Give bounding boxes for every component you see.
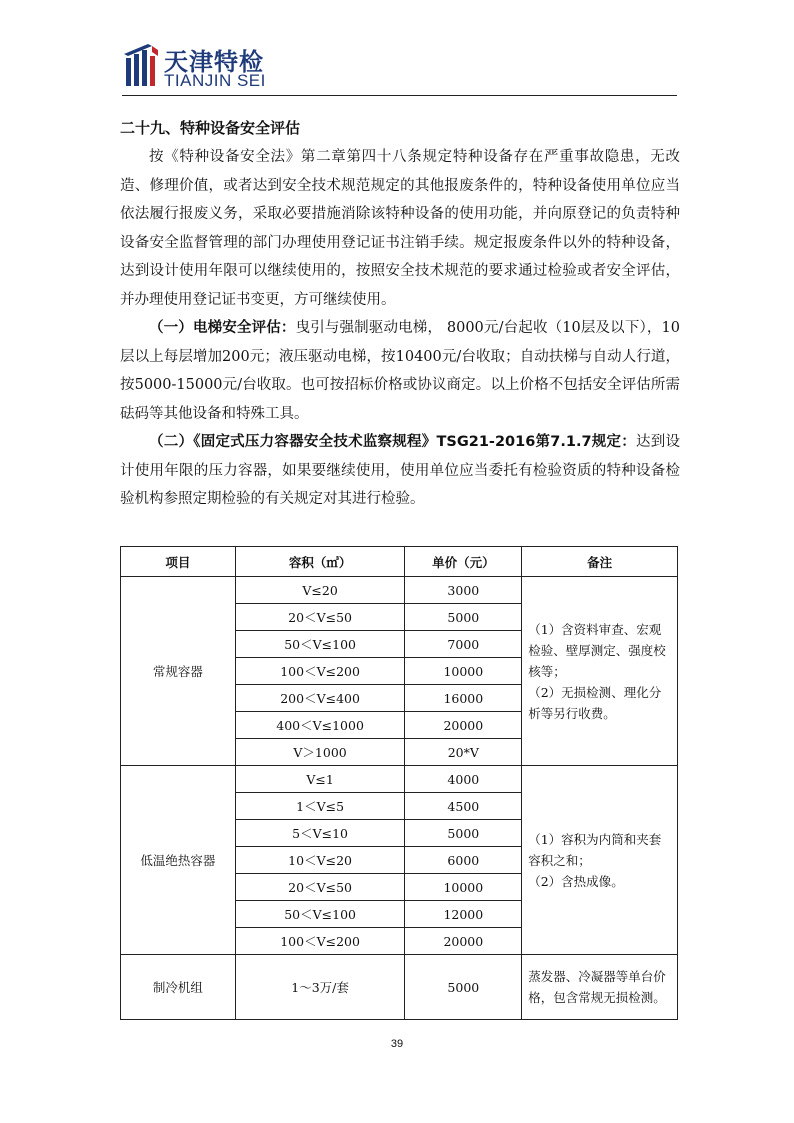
volume-cell: 20＜V≤50 xyxy=(235,874,405,901)
price-cell: 3000 xyxy=(405,577,522,604)
elevator-heading: （一）电梯安全评估： xyxy=(149,320,296,336)
item-cell: 低温绝热容器 xyxy=(121,766,236,955)
header-note: 备注 xyxy=(522,547,678,577)
volume-cell: V≤1 xyxy=(235,766,405,793)
note-cell: （1）容积为内筒和夹套容积之和； （2）含热成像。 xyxy=(522,766,678,955)
volume-cell: V＞1000 xyxy=(235,739,405,766)
price-cell: 5000 xyxy=(405,604,522,631)
price-cell: 20000 xyxy=(405,712,522,739)
price-cell: 20000 xyxy=(405,928,522,955)
price-cell: 20*V xyxy=(405,739,522,766)
paragraph-elevator xyxy=(120,314,680,428)
volume-cell: 1～3万/套 xyxy=(235,955,405,1020)
document-body xyxy=(120,113,680,514)
page-number: 39 xyxy=(390,1038,404,1050)
table-body xyxy=(121,577,678,1020)
header-item: 项目 xyxy=(121,547,236,577)
volume-cell: V≤20 xyxy=(235,577,405,604)
volume-cell: 400＜V≤1000 xyxy=(235,712,405,739)
volume-cell: 20＜V≤50 xyxy=(235,604,405,631)
table-row xyxy=(121,955,678,1020)
elevator-text: 曳引与强制驱动电梯， 8000元/台起收（10层及以下），10层以上每层增加200元；液压驱动电梯，按10400元/台收取；自动扶梯与自动人行道，按5000-15000元/台收取。也可按招标价格或协议商定。以上价格不包括安全评估所需砝码等其他设备和特殊工具。 xyxy=(120,320,681,422)
volume-cell: 1＜V≤5 xyxy=(235,793,405,820)
pressure-vessel-text: 达到设计使用年限的压力容器，如果要继续使用，使用单位应当委托有检验资质的特种设备检验机构参照定期检验的有关规定对其进行检验。 xyxy=(120,434,680,507)
volume-cell: 100＜V≤200 xyxy=(235,928,405,955)
price-cell: 4500 xyxy=(405,793,522,820)
note-cell: 蒸发器、冷凝器等单台价格，包含常规无损检测。 xyxy=(522,955,678,1020)
table-row xyxy=(121,766,678,793)
volume-cell: 200＜V≤400 xyxy=(235,685,405,712)
price-cell: 10000 xyxy=(405,874,522,901)
fee-table xyxy=(120,546,678,1020)
item-cell: 常规容器 xyxy=(121,577,236,766)
price-cell: 4000 xyxy=(405,766,522,793)
header-volume: 容积（㎥） xyxy=(235,547,405,577)
pressure-vessel-heading: （二）《固定式压力容器安全技术监察规程》TSG21-2016第7.1.7规定： xyxy=(149,434,637,450)
table-header-row xyxy=(121,547,678,577)
price-cell: 5000 xyxy=(405,820,522,847)
paragraph-pressure-vessel xyxy=(120,428,680,514)
paragraph-intro: 按《特种设备安全法》第二章第四十八条规定特种设备存在严重事故隐患，无改造、修理价值，或者达到安全技术规范规定的其他报废条件的，特种设备使用单位应当依法履行报废义务，采取必要措施消除该特种设备的使用功能，并向原登记的负责特种设备安全监督管理的部门办理使用登记证书注销手续。规定报废条件以外的特种设备，达到设计使用年限可以继续使用的，按照安全技术规范的要求通过检验或者安全评估，并办理使用登记证书变更，方可继续使用。 xyxy=(120,149,680,308)
volume-cell: 50＜V≤100 xyxy=(235,631,405,658)
volume-cell: 10＜V≤20 xyxy=(235,847,405,874)
price-cell: 12000 xyxy=(405,901,522,928)
logo-chinese-name: 天津特检 xyxy=(164,48,264,76)
price-cell: 5000 xyxy=(405,955,522,1020)
table-row xyxy=(121,577,678,604)
company-logo xyxy=(122,40,322,92)
price-cell: 6000 xyxy=(405,847,522,874)
header-divider xyxy=(122,95,677,96)
header-price: 单价（元） xyxy=(405,547,522,577)
logo-english-name: TIANJIN SEI xyxy=(164,71,266,90)
volume-cell: 100＜V≤200 xyxy=(235,658,405,685)
item-cell: 制冷机组 xyxy=(121,955,236,1020)
price-cell: 7000 xyxy=(405,631,522,658)
note-cell: （1）含资料审查、宏观检验、壁厚测定、强度校核等； （2）无损检测、理化分析等另行收费。 xyxy=(522,577,678,766)
section-title: 二十九、特种设备安全评估 xyxy=(120,119,301,137)
price-cell: 10000 xyxy=(405,658,522,685)
price-cell: 16000 xyxy=(405,685,522,712)
logo-building-icon xyxy=(122,40,160,88)
volume-cell: 5＜V≤10 xyxy=(235,820,405,847)
volume-cell: 50＜V≤100 xyxy=(235,901,405,928)
